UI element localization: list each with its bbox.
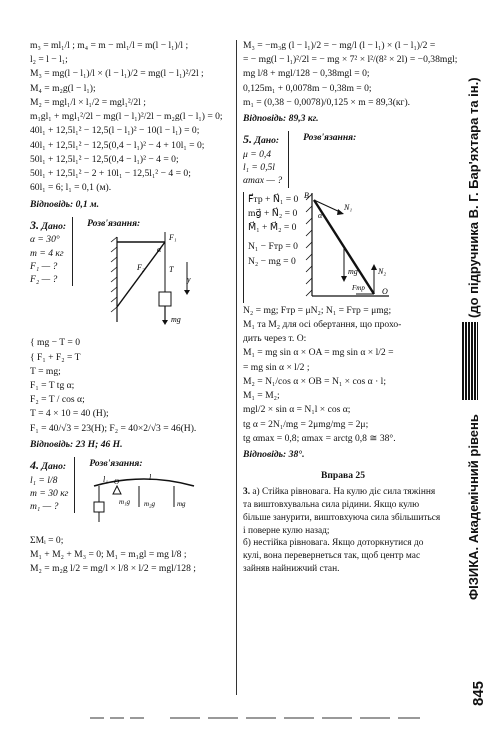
problem-number: 5.: [243, 132, 252, 147]
equation-line: M₂ = m₂g l/2 = mg/l × l/8 × l/2 = mgl/128 ;: [30, 563, 196, 575]
given-item: l₁ = 0,5l: [243, 162, 275, 174]
equation-line: mgl/2 × sin α = N₁l × cos α;: [243, 404, 351, 416]
equation-line: { mg − T = 0: [30, 337, 80, 349]
equation-line: tg αmax = 0,8; αmax = arctg 0,8 ≅ 38°.: [243, 432, 396, 444]
equation-line: ΣMᵢ = 0;: [30, 534, 64, 546]
fig-label-mg: mg: [348, 266, 359, 276]
equation-line: N₂ = mg; Fтр = μN₂; N₁ = Fтр = μmg;: [243, 304, 392, 316]
equation-line: дить через т. O:: [243, 333, 307, 345]
equation-line: F₂ = T / cos α;: [30, 394, 85, 406]
fig-label-mg: mg: [171, 315, 181, 325]
fig-label-o: O: [382, 286, 389, 296]
fig-label-o: O: [114, 478, 120, 487]
equation-line: M₄ = m₂g(l − l₁);: [30, 82, 96, 94]
system-line: N₂ − mg = 0: [248, 255, 296, 267]
equation-line: 50l₁ + 12,5l₁² − 2 + 10l₁ − 12,5l₁² − 4 = 0;: [30, 168, 191, 180]
fig-label-b: B: [304, 190, 310, 200]
exercise-number: 3.: [243, 487, 251, 498]
figure-ladder: [304, 188, 394, 303]
exercise-heading: Вправа 25: [320, 470, 366, 482]
fig-label-mg: mg: [177, 500, 186, 509]
equation-line: tg α = 2N₁/mg = 2μmg/mg = 2μ;: [243, 418, 369, 430]
given-item: l₁ = l/8: [30, 474, 58, 486]
answer: Відповідь: 38°.: [243, 449, 305, 460]
fig-label-f2: F₂: [137, 263, 145, 273]
equation-line: 50l₁ + 12,5l₁² − 12,5(0,4 − l₁)² − 4 = 0;: [30, 153, 179, 165]
system-block: [243, 192, 298, 303]
equation-line: 40l₁ + 12,5l₁² − 12,5(l − l₁)² − 10(l − l₁) = 0;: [30, 125, 200, 137]
given-item: F₁ — ?: [30, 260, 58, 272]
solution-label: Розв'язання:: [303, 132, 357, 144]
given-label: Дано:: [41, 461, 67, 473]
equation-line: 60l₁ = 6; l₁ = 0,1 (м).: [30, 182, 112, 194]
equation-line: = − mg(l − l₁)²/2l = − mg × 7² × l²/(8² × 2l) = −0,38mgl;: [243, 54, 458, 66]
equation-line: M₁ та M₂ для осі обертання, що прохо-: [243, 318, 402, 330]
answer: Відповідь: 0,1 м.: [30, 198, 100, 210]
problem-5-header: [243, 131, 443, 187]
equation-line: F₁ = 40/√3 = 23(H); F₂ = 40×2/√3 = 46(H).: [30, 422, 197, 434]
solution-label: Розв'язання:: [89, 458, 143, 470]
equation-line: 40l₁ + 12,5l₁² − 12,5(0,4 − l₁)² − 4 + 10l₁ = 0;: [30, 139, 205, 151]
equation-line: M₃ = mg(l − l₁)/l × (l − l₁)/2 = mg(l − l₁)²/2l ;: [30, 68, 204, 80]
system-line: N₁ − Fтр = 0: [248, 241, 298, 253]
given-item: μ = 0,4: [243, 148, 272, 160]
exercise-answer: [243, 486, 443, 537]
equation-line: M₂ = mgl₁/l × l₁/2 = mgl₁²/2l ;: [30, 96, 146, 108]
given-label: Дано:: [41, 220, 67, 232]
fig-label-t: T: [169, 265, 174, 275]
given-item: F₂ — ?: [30, 274, 58, 286]
footer-rule: [90, 713, 420, 723]
fig-label-n1: N₁: [344, 202, 353, 212]
sidebar-title: ФІЗИКА. Академічний рівень: [466, 414, 481, 600]
equation-line: 0,125m₁ + 0,0078m − 0,38m = 0;: [243, 82, 372, 94]
given-item: m₁ — ?: [30, 501, 59, 513]
given-item: m = 4 кг: [30, 247, 64, 259]
problem-number: 4.: [30, 458, 39, 473]
system-line: M⃗₁ + M⃗₂ = 0: [248, 222, 297, 234]
fig-label-m2g: m₂g: [144, 500, 156, 509]
fig-label-ftr: Fтр: [352, 283, 366, 292]
equation-line: M₁ = M₂;: [243, 390, 280, 402]
exercise-part-a: а) Стійка рівновага. На кулю діє сила тяжіння та виштовхувальна сила рідини. Якщо кулю більше занурити, виштовхуюча сила збільшиться і поверне кулю назад;: [243, 487, 441, 536]
answer: Відповідь: 89,3 кг.: [243, 113, 319, 125]
equation-line: M₂ = N₁/cos α × OB = N₁ × cos α · l;: [243, 375, 386, 387]
equation-line: M₁ = mg sin α × OA = mg sin α × l/2 =: [243, 347, 394, 359]
figure-lever: [89, 472, 199, 524]
given-label: Дано:: [254, 135, 280, 147]
given-block: [30, 217, 73, 286]
equation-line: m₃ = ml₁/l ; m₄ = m − ml₁/l = m(l − l₁)/l ;: [30, 40, 189, 51]
fig-label-alpha: α: [318, 210, 323, 220]
fig-label-y: y: [187, 275, 191, 285]
left-column: [30, 38, 235, 576]
equation-line: = mg sin α × l/2 ;: [243, 361, 310, 373]
answer: Відповідь: 23 Н; 46 Н.: [30, 438, 123, 450]
equation-line: l₂ = l − l₁;: [30, 54, 68, 66]
equation-line: F₁ = T tg α;: [30, 379, 75, 391]
problem-4-header: [30, 457, 235, 532]
figure-hanging-weight: [87, 232, 197, 327]
sidebar-stripe: [462, 322, 478, 400]
page-number: 845: [470, 680, 487, 706]
fig-label-n2: N₂: [378, 266, 387, 276]
fig-label-l: l: [149, 473, 152, 483]
solution-label: Розв'язання:: [87, 217, 141, 229]
system-line: F⃗тр + N⃗₁ = 0: [248, 193, 299, 205]
fig-label-l1: l₁: [103, 475, 109, 485]
equation-line: mg l/8 + mgl/128 − 0,38mgl = 0;: [243, 68, 370, 80]
equation-line: { F₁ + F₂ = T: [30, 351, 81, 363]
equation-line: M₃ = −m₃g (l − l₁)/2 = − mg/l (l − l₁) × (l − l₁)/2 =: [243, 40, 436, 51]
given-item: m = 30 кг: [30, 487, 69, 499]
exercise-part-b: б) нестійка рівновага. Якщо доторкнутися до кулі, вона перевернеться так, щоб центр мас зайняв найнижчий стан.: [243, 538, 424, 574]
problem-number: 3.: [30, 217, 39, 232]
given-block: [243, 131, 289, 187]
system-line: mg⃗ + N⃗₂ = 0: [248, 207, 298, 219]
column-divider: [236, 40, 237, 695]
given-item: αmax — ?: [243, 175, 283, 187]
given-block: [30, 457, 75, 513]
fig-label-m1g: m₁g: [119, 498, 131, 507]
problem-3-header: [30, 217, 235, 335]
equation-line: T = 4 × 10 = 40 (H);: [30, 408, 109, 420]
fig-label-f1: F₁: [169, 233, 177, 243]
equation-line: T = mg;: [30, 365, 61, 377]
right-column: [243, 38, 458, 575]
equation-line: M₁ + M₂ + M₃ = 0; M₁ = m₁gl = mg l/8 ;: [30, 548, 187, 560]
sidebar-top-text: (до підручника В. Г. Бар'яхтара та ін.): [466, 77, 481, 318]
given-item: α = 30°: [30, 234, 60, 246]
equation-line: m₁ = (0,38 − 0,0078)/0,125 × m = 89,3(кг).: [243, 96, 411, 108]
fig-label-alpha: α: [157, 245, 162, 255]
equation-line: m₁gl₁ + mgl₁²/2l − mg(l − l₁)²/2l − m₂g(l − l₁) = 0;: [30, 111, 223, 123]
